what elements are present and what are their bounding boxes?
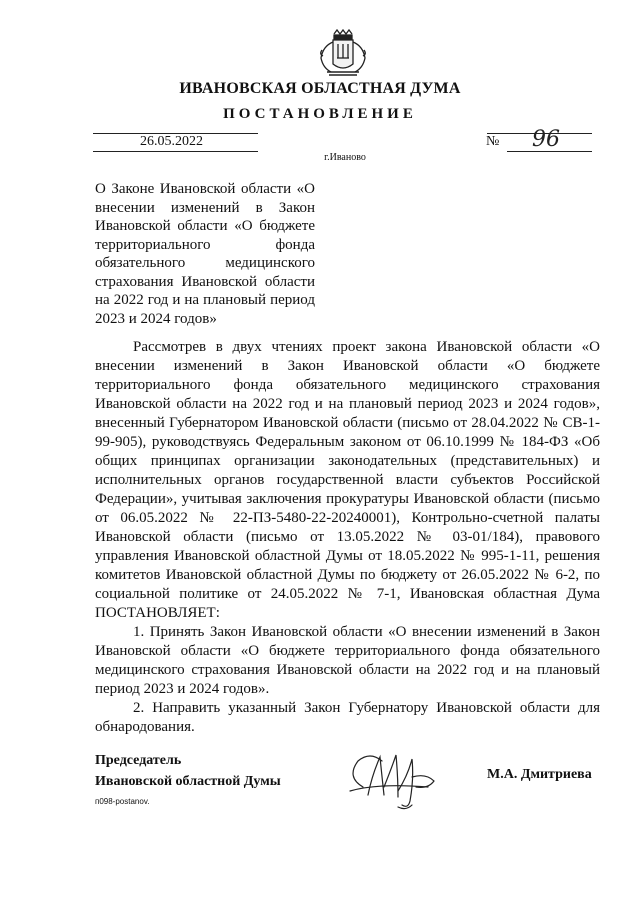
body-intro-paragraph: Рассмотрев в двух чтениях проект закона Ивановской области «О внесении изменений в Закон Ивановской области «О бюджете территориального фонда обязательного медицинского страхования Ивановской области на 2022 год и на плановый период 2023 и 2024 годов», внесенный Губернатором Ивановской области (письмо от 28.04.2022 № СВ-1-99-905), руководствуясь Федеральным законом от 06.10.1999 № 184-ФЗ «Об общих принципах организации законодательных (представительных) и исполнительных органов государственной власти субъектов Российской Федерации», учитывая заключения прокуратуры Ивановской области (письмо от 06.05.2022 № 22-ПЗ-5480-22-20240001), Контрольно-счетной палаты Ивановской области (письмо от 13.05.2022 № 03-01/184), правового управления Ивановской областной Думы от 18.05.2022 № 995-1-11, решения комитетов Ивановской областной Думы по бюджету от 26.05.2022 № 6-2, по социальной политике от 24.05.2022 № 7-1, Ивановская областная Дума ПОСТАНОВЛЯЕТ: bbox=[95, 339, 600, 621]
city-label: г.Иваново bbox=[324, 152, 366, 163]
number-sign: № bbox=[486, 134, 500, 149]
document-date: 26.05.2022 bbox=[140, 134, 203, 149]
signatory-title-line1: Председатель bbox=[95, 753, 182, 768]
signatory-name: М.А. Дмитриева bbox=[487, 767, 592, 782]
file-reference: п098-postanov. bbox=[95, 797, 150, 806]
organization-title: ИВАНОВСКАЯ ОБЛАСТНАЯ ДУМА bbox=[179, 80, 461, 97]
signatory-title-line2: Ивановской областной Думы bbox=[95, 774, 281, 789]
document-subject: О Законе Ивановской области «О внесении изменений в Закон Ивановской области «О бюджете территориального фонда обязательного медицинского страхования Ивановской области на 2022 год и на плановый период 2023 и 2024 годов» bbox=[95, 181, 315, 327]
body-item-1: 1. Принять Закон Ивановской области «О внесении изменений в Закон Ивановской области «О бюджете территориального фонда обязательного медицинского страхования Ивановской области на 2022 год и на плановый период 2023 и 2024 годов». bbox=[95, 624, 600, 697]
signatory-title bbox=[95, 750, 281, 792]
body-item-2: 2. Направить указанный Закон Губернатору Ивановской области для обнародования. bbox=[95, 700, 600, 735]
document-type-heading: ПОСТАНОВЛЕНИЕ bbox=[223, 106, 417, 122]
handwritten-signature bbox=[338, 747, 448, 817]
coat-of-arms-emblem bbox=[317, 28, 369, 80]
document-body bbox=[95, 338, 600, 737]
document-number: 96 bbox=[532, 127, 560, 152]
